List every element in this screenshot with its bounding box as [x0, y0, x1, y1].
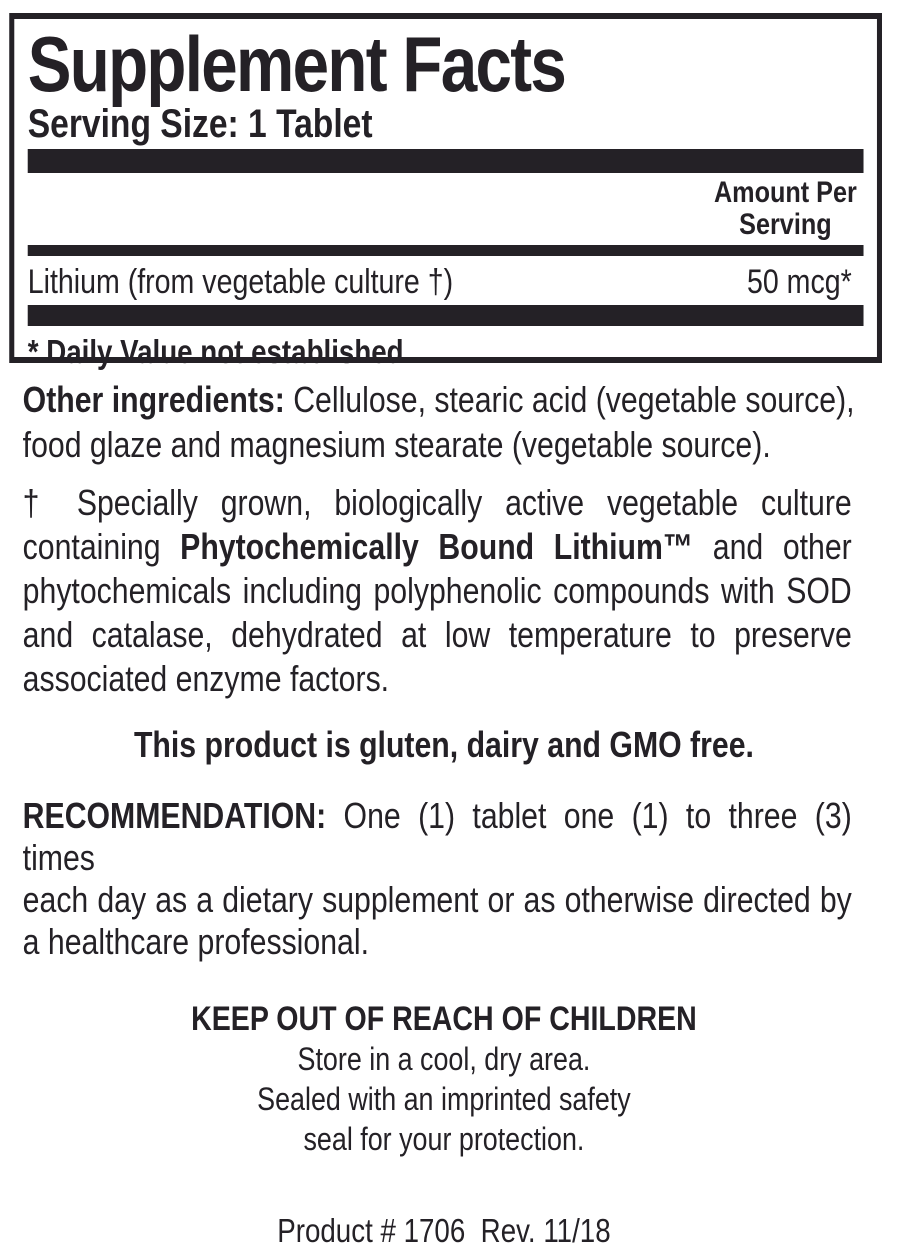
recommendation-line3: a healthcare professional.: [22, 921, 369, 962]
separator-bar-thick-top: [28, 149, 864, 173]
dagger-line2-trademark: Phytochemically Bound Lithium™: [180, 526, 694, 567]
nutrient-amount: 50 mcg*: [746, 263, 852, 301]
recommendation-line1: [23, 795, 852, 879]
dagger-line2: [23, 525, 852, 569]
supplement-label: [0, 13, 900, 1249]
other-ingredients-label: Other ingredients:: [22, 379, 285, 420]
dagger-line5: associated enzyme factors.: [22, 658, 390, 699]
other-ingredients-line1-rest: Cellulose, stearic acid (vegetable source),: [284, 379, 855, 420]
supplement-facts-panel: [9, 13, 882, 370]
recommendation-line1-rest: One (1) tablet one (1) to three (3) times: [22, 795, 852, 878]
label-copy: [0, 377, 900, 1251]
separator-bar-medium: [28, 245, 864, 256]
amount-per-serving-header: [28, 177, 864, 241]
nutrient-name: Lithium (from vegetable culture †): [27, 263, 454, 301]
amount-per-line1: Amount Per: [713, 176, 857, 209]
dagger-line4: and catalase, dehydrated at low temperature to preserve: [22, 614, 852, 655]
gluten-dairy-gmo-free-statement: This product is gluten, dairy and GMO free.: [133, 724, 754, 765]
dagger-line1: † Specially grown, biologically active vegetable culture: [22, 482, 852, 523]
nutrient-row: [28, 264, 864, 300]
safety-seal-note-line1: Sealed with an imprinted safety: [257, 1081, 631, 1117]
keep-out-of-reach-warning: KEEP OUT OF REACH OF CHILDREN: [191, 1000, 697, 1038]
amount-per-serving-header-text: [714, 177, 857, 241]
dagger-footnote-paragraph: [23, 481, 852, 701]
storage-instruction: Store in a cool, dry area.: [297, 1041, 591, 1077]
panel-title: Supplement Facts: [27, 20, 566, 108]
dagger-line2-post: and other: [693, 526, 852, 567]
dagger-line2-pre: containing: [22, 526, 181, 567]
separator-bar-thick-bottom: [28, 305, 864, 326]
safety-seal-note-line2: seal for your protection.: [303, 1121, 585, 1157]
other-ingredients-line1: [22, 377, 855, 422]
daily-value-footnote: * Daily Value not established: [27, 333, 404, 370]
amount-per-line2: Serving: [739, 208, 832, 241]
other-ingredients-paragraph: [22, 377, 855, 467]
label-content: [0, 13, 900, 1251]
recommendation-paragraph: [23, 795, 852, 963]
serving-size: Serving Size: 1 Tablet: [27, 102, 373, 146]
product-number-footer: Product # 1706 Rev. 11/18: [277, 1212, 611, 1249]
recommendation-line2: each day as a dietary supplement or as otherwise directed by: [22, 879, 852, 920]
recommendation-label: RECOMMENDATION:: [22, 795, 327, 836]
dagger-line3: phytochemicals including polyphenolic compounds with SOD: [22, 570, 852, 611]
other-ingredients-line2: food glaze and magnesium stearate (vegetable source).: [22, 424, 771, 465]
